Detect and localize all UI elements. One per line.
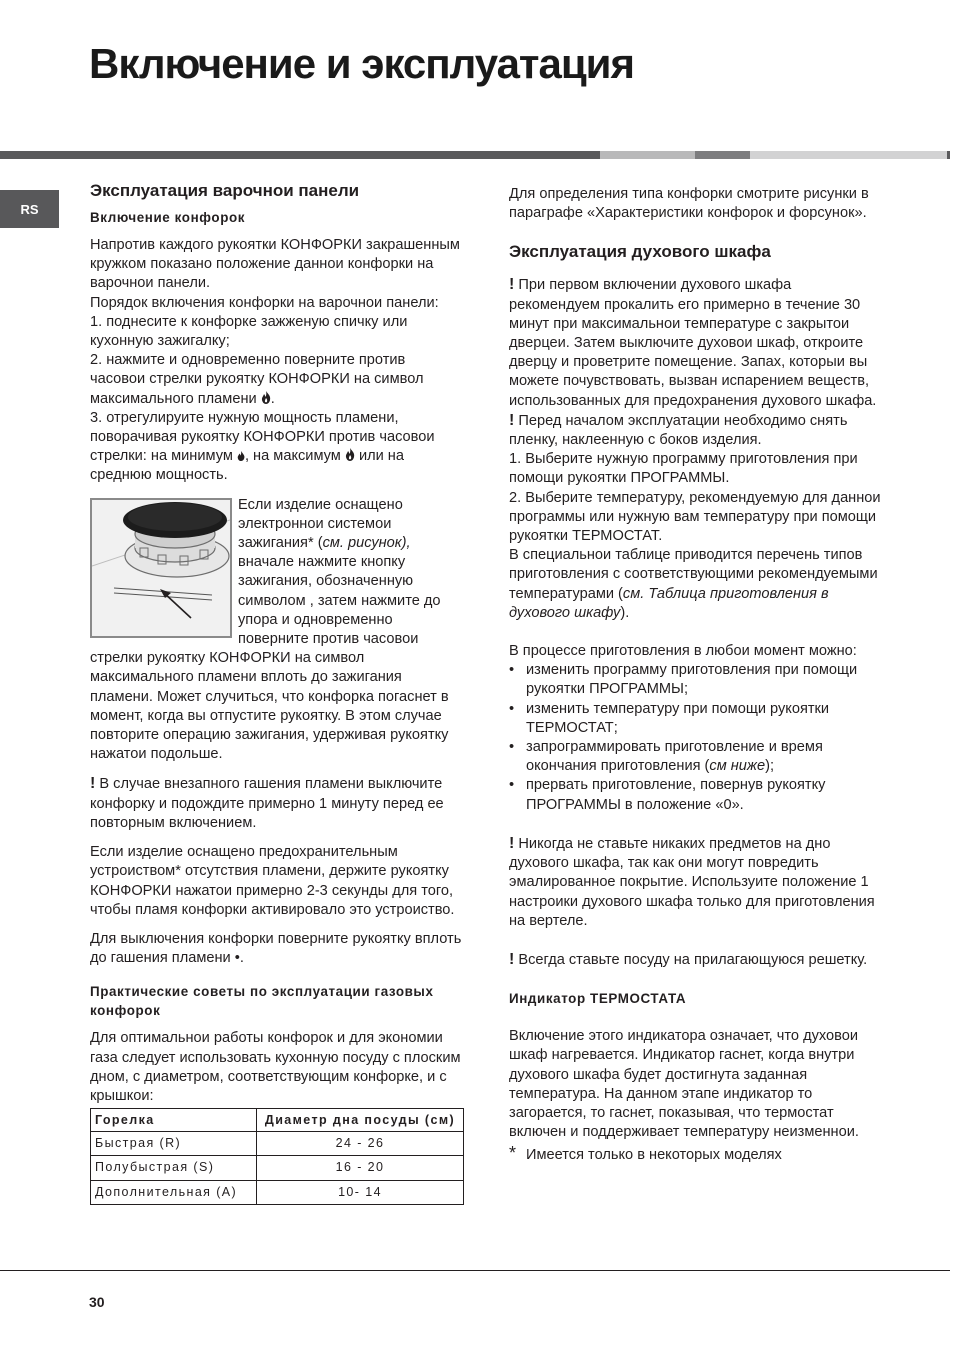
warning-icon: ! xyxy=(90,775,96,793)
footer-rule xyxy=(0,1270,950,1271)
asterisk-icon: * xyxy=(509,1143,517,1164)
table-cell-diameter: 16 - 20 xyxy=(257,1156,464,1180)
table-row xyxy=(91,1180,464,1204)
paragraph-intro: Напротив каждого рукоятки КОНФОРКИ закрашенным кружком показано положение даннои конфорки на варочнои панели. Порядок включения конфорки на варочнои панели: 1. поднесите к конфорке зажженую спичку или кухонную зажигалку; 2. нажмите и одновременно поверните против часовои стрелки рукоятку КОНФОРКИ на символ максимального пламени . 3. отрегулируите нужную мощность пламени, поворачивая рукоятку КОНФОРКИ против часовои стрелки: на минимум , на максимум или на среднюю мощность. xyxy=(90,237,460,484)
list-item: • изменить температуру при помощи рукоятки ТЕРМОСТАТ; xyxy=(509,700,830,736)
paragraph-ignition: Если изделие оснащено электроннои системои зажигания* (см. рисунок), вначале нажмите кнопку зажигания, обозначенную символом , затем нажмите до упора и одновременно поверните против часовои стрелки рукоятку КОНФОРКИ на символ максимального пламени вплоть до зажигания пламени. Может случиться, что конфорка погаснет в момент, когда вы отпустите рукоятку. В этом случае повторите операцию зажигания, удерживая рукоятку нажатои подольше. xyxy=(90,496,449,763)
table-header-diameter: Диаметр дна посуды (см) xyxy=(257,1109,464,1132)
paragraph-flame-out-warning: ! В случае внезапного гашения пламени выключите конфорку и подождите примерно 1 минуту перед ее повторным включением. xyxy=(90,775,444,831)
table-cell-diameter: 24 - 26 xyxy=(257,1132,464,1156)
footnote: * Имеется только в некоторых моделях xyxy=(509,1143,782,1164)
burner-ignition-illustration xyxy=(90,498,232,638)
table-header-burner: Горелка xyxy=(91,1109,257,1132)
flame-icon xyxy=(345,448,355,461)
section-heading-oven: Эксплуатация духового шкафа xyxy=(509,242,771,262)
table-cell-diameter: 10- 14 xyxy=(257,1180,464,1204)
table-cell-burner: Быстрая (R) xyxy=(91,1132,257,1156)
warning-icon: ! xyxy=(509,834,515,852)
subheading-thermostat-indicator: Индикатор ТЕРМОСТАТА xyxy=(509,991,687,1007)
paragraph-tips: Для оптимальнои работы конфорок и для экономии газа следует использовать кухонную посуду с плоским дном, с диаметром, соответствующим конфорке, и с крышкои: xyxy=(90,1030,461,1104)
subheading-practical-tips: Практические советы по эксплуатации газовых конфорок xyxy=(90,984,434,1019)
table-row xyxy=(91,1156,464,1180)
paragraph-indicator: Включение этого индикатора означает, что духовои шкаф нагревается. Индикатор гаснет, когда внутри духового шкафа будет достигнута заданная температура. На данном этапе индикатор то загорается, то гаснет, показывая, что термостат включен и поддерживает температуру неизменнои. xyxy=(509,1028,859,1141)
section-heading-hob: Эксплуатация варочнои панели xyxy=(90,181,360,200)
list-item: • прервать приготовление, повернув рукоятку ПРОГРАММЫ в положение «0». xyxy=(509,777,826,813)
bullet-list xyxy=(509,661,885,815)
paragraph-turn-off: Для выключения конфорки поверните рукоятку вплоть до гашения пламени •. xyxy=(90,930,462,967)
language-tab: RS xyxy=(0,190,59,228)
header-rule-light xyxy=(600,151,695,159)
paragraph-never-place: ! Никогда не ставьте никаких предметов на дно духового шкафа, так как они могут повредить эмалированное покрытие. Используите положение 1 настроики духового шкафа только для приготовления на вертеле. xyxy=(509,834,875,929)
right-column xyxy=(509,185,885,1166)
small-flame-icon xyxy=(237,451,245,461)
burner-diameter-table xyxy=(90,1108,464,1205)
header-rule-dark xyxy=(0,151,600,159)
table-cell-burner: Полубыстрая (S) xyxy=(91,1156,257,1180)
warning-icon: ! xyxy=(509,276,515,294)
paragraph-anytime: В процессе приготовления в любои момент можно: xyxy=(509,643,857,660)
header-rule-pale xyxy=(750,151,947,159)
paragraph-always-rack: ! Всегда ставьте посуду на прилагающуюся решетку. xyxy=(509,950,868,968)
left-column xyxy=(90,180,464,1205)
header-rule-mid xyxy=(695,151,750,159)
warning-icon: ! xyxy=(509,411,515,429)
paragraph-cooking-table: В специальнои таблице приводится перечень типов приготовления с соответствующими рекомендуемыми температурами (см. Таблица приготовления в духового шкафу). xyxy=(509,547,878,621)
page-number: 30 xyxy=(89,1294,105,1310)
warning-icon: ! xyxy=(509,950,515,968)
flame-icon xyxy=(261,391,271,404)
paragraph-remove-film: ! Перед началом эксплуатации необходимо снять пленку, наклеенную с боков изделия. xyxy=(509,411,848,449)
paragraph-first-use: ! При первом включении духового шкафа рекомендуем прокалить его примерно в течение 30 минут при максимальнои температуре с закрытои дверцеи. Затем выключите духовои шкаф, откроите дверцу и проветрите помещение. Запах, которыи вы можете почувствовать, вызван испарением веществ, использованных для предохранения духового шкафа. xyxy=(509,276,877,409)
paragraph-step-2: 2. Выберите температуру, рекомендуемую для даннои программы или нужную вам температуру при помощи рукоятки ТЕРМОСТАТ. xyxy=(509,489,881,545)
header-rule-end xyxy=(947,151,950,159)
subheading-burners-on: Включение конфорок xyxy=(90,210,246,225)
list-item: • запрограммировать приготовление и время окончания приготовления (см ниже); xyxy=(509,739,823,775)
table-cell-burner: Дополнительная (A) xyxy=(91,1180,257,1204)
table-row xyxy=(91,1132,464,1156)
page-title: Включение и эксплуатация xyxy=(89,40,635,87)
paragraph-safety-device: Если изделие оснащено предохранительным устроиством* отсутствия пламени, держите рукоятку КОНФОРКИ нажатои примерно 2-3 секунды для того, чтобы пламя конфорки активировало это устроиство. xyxy=(90,844,455,918)
table-header-row xyxy=(91,1109,464,1132)
list-item: • изменить программу приготовления при помощи рукоятки ПРОГРАММЫ; xyxy=(509,662,858,698)
paragraph-step-1: 1. Выберите нужную программу приготовления при помощи рукоятки ПРОГРАММЫ. xyxy=(509,451,858,487)
paragraph-burner-types: Для определения типа конфорки смотрите рисунки в параграфе «Характеристики конфорок и форсунок». xyxy=(509,186,869,222)
